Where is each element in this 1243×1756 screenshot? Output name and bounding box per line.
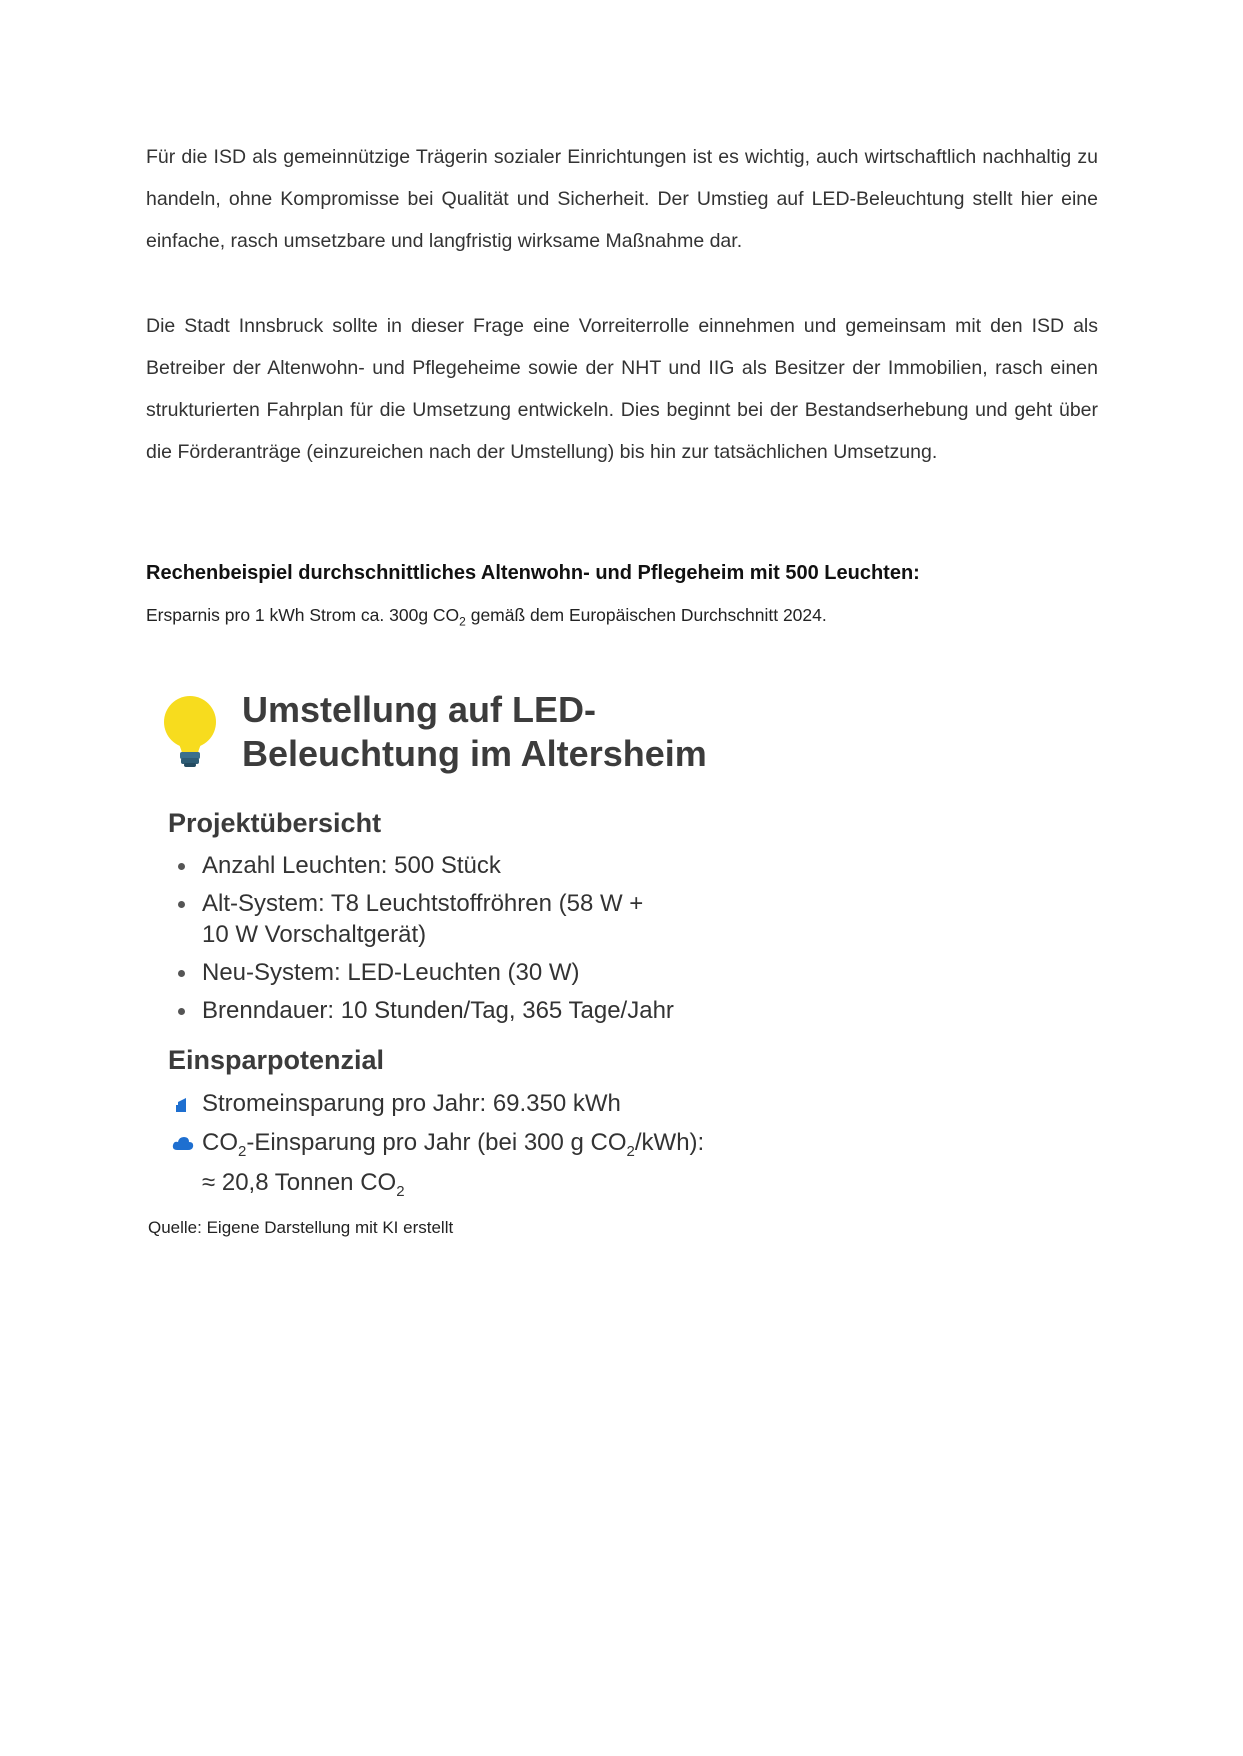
example-note: [146, 605, 1098, 629]
co2-sub-3: 2: [396, 1182, 405, 1200]
example-note-suffix: gemäß dem Europäischen Durchschnitt 2024.: [465, 605, 827, 625]
co2-sub-1: 2: [238, 1142, 247, 1160]
example-note-prefix: Ersparnis pro 1 kWh Strom ca. 300g CO: [146, 605, 460, 625]
list-item-co2: [168, 1127, 768, 1207]
co2-a: CO: [202, 1129, 238, 1156]
lightbulb-icon: [162, 694, 218, 770]
co2-savings-line-2: [202, 1168, 405, 1200]
bar-chart-icon: [172, 1096, 194, 1114]
bullet-dot-icon: [178, 1008, 185, 1015]
savings-list: [168, 1088, 768, 1215]
example-heading: Rechenbeispiel durchschnittliches Altenwohn- und Pflegeheim mit 500 Leuchten:: [146, 562, 920, 584]
cloud-icon: [172, 1135, 194, 1153]
body-paragraph-2: Die Stadt Innsbruck sollte in dieser Frage eine Vorreiterrolle einnehmen und gemeinsam mit den ISD als Betreiber der Altenwohn- und Pflegeheime sowie der NHT und IIG als Besitzer der Immobilien, rasch einen strukturierten Fahrplan für die Umsetzung entwickeln. Dies beginnt bei der Bestandserhebung und geht über die Förderanträge (einzureichen nach der Umstellung) bis hin zur tatsächlichen Umsetzung.: [146, 315, 1098, 463]
list-item-text: Brenndauer: 10 Stunden/Tag, 365 Tage/Jahr: [202, 997, 674, 1024]
section-heading-overview: Projektübersicht: [168, 808, 382, 838]
bullet-dot-icon: [178, 970, 185, 977]
co2-c: /kWh):: [634, 1129, 705, 1156]
list-item-text: Anzahl Leuchten: 500 Stück: [202, 852, 501, 879]
co2-sub-2: 2: [626, 1142, 635, 1160]
co2-savings-line-1: [202, 1129, 705, 1160]
infographic-title: [242, 688, 802, 776]
list-item: [168, 850, 768, 881]
co2-d: ≈ 20,8 Tonnen CO: [202, 1168, 397, 1196]
bullet-dot-icon: [178, 901, 185, 908]
list-item: [168, 995, 768, 1026]
overview-list: [168, 850, 768, 1033]
section-heading-savings: Einsparpotenzial: [168, 1045, 385, 1075]
power-savings-text: Stromeinsparung pro Jahr: 69.350 kWh: [202, 1090, 621, 1117]
source-caption: Quelle: Eigene Darstellung mit KI erstellt: [148, 1218, 454, 1237]
list-item-power: [168, 1088, 768, 1119]
list-item-text: Alt-System: T8 Leuchtstoffröhren (58 W + 10 W Vorschaltgerät): [202, 890, 644, 948]
infographic-title-line-1: Umstellung auf LED-: [242, 689, 597, 730]
co2-b: -Einsparung pro Jahr (bei 300 g CO: [246, 1129, 627, 1156]
bullet-dot-icon: [178, 863, 185, 870]
body-paragraph-1: Für die ISD als gemeinnützige Trägerin sozialer Einrichtungen ist es wichtig, auch wirtschaftlich nachhaltig zu handeln, ohne Kompromisse bei Qualität und Sicherheit. Der Umstieg auf LED-Beleuchtung stellt hier eine einfache, rasch umsetzbare und langfristig wirksame Maßnahme dar.: [146, 146, 1098, 252]
infographic-title-line-2: Beleuchtung im Altersheim: [242, 733, 707, 774]
list-item: [168, 888, 672, 950]
list-item: [168, 957, 768, 988]
list-item-text: Neu-System: LED-Leuchten (30 W): [202, 959, 580, 986]
example-note-subscript: 2: [459, 614, 466, 629]
